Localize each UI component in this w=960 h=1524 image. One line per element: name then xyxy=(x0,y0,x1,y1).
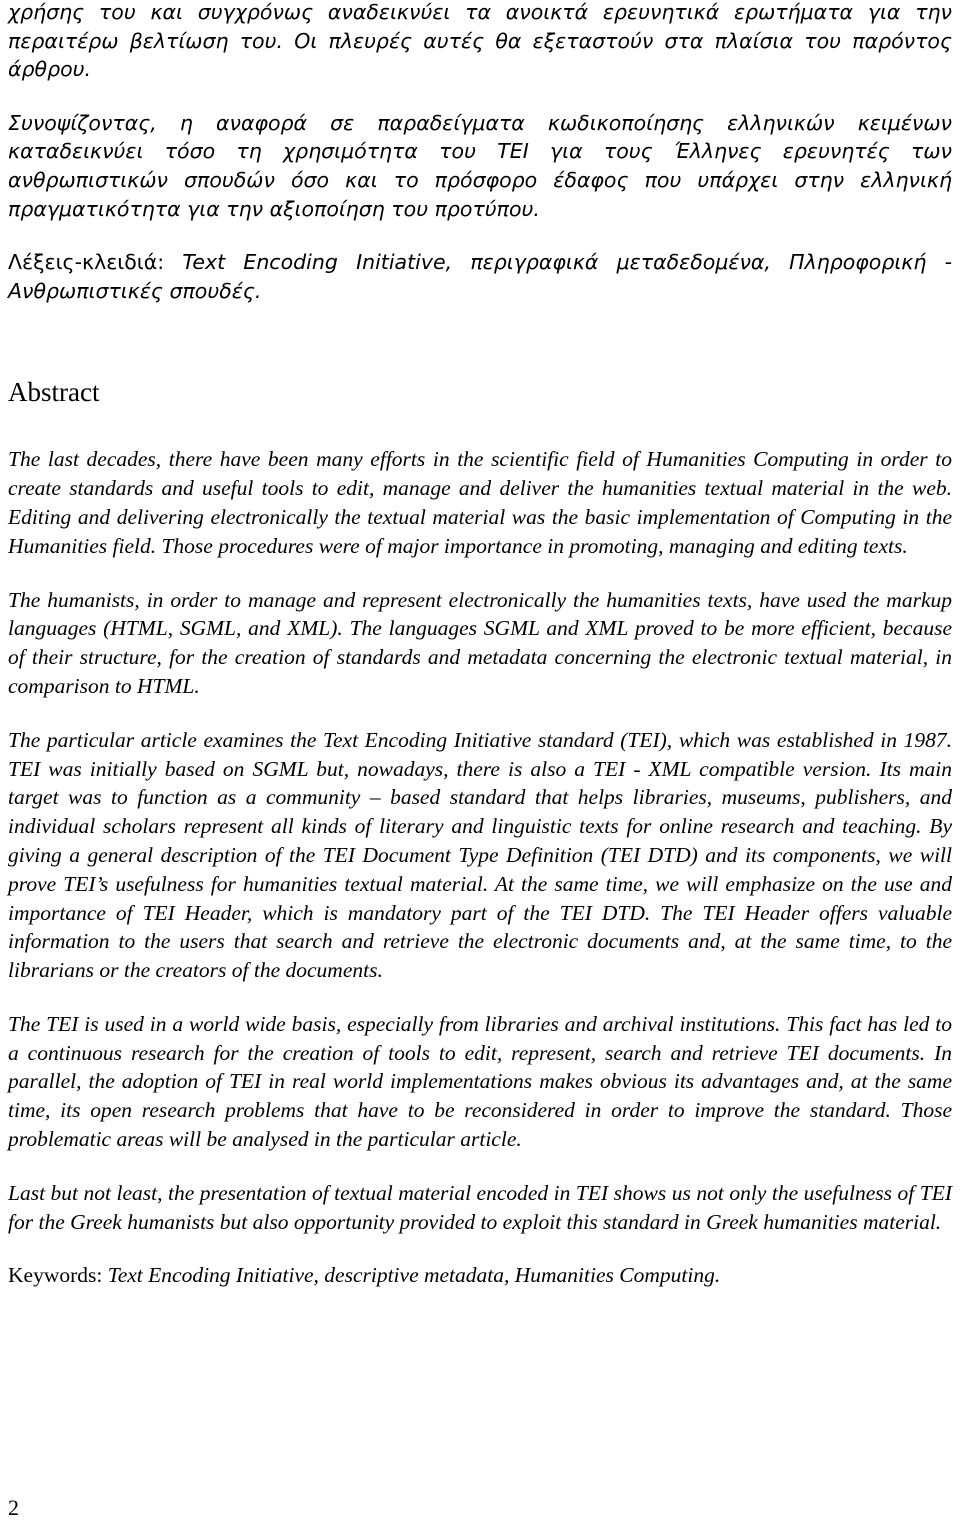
greek-keywords-label: Λέξεις-κλειδιά: xyxy=(8,250,165,275)
greek-continuation-paragraph: χρήσης του και συγχρόνως αναδεικνύει τα ανοικτά ερευνητικά ερωτήματα για την περαιτέρω βελτίωση του. Οι πλευρές αυτές θα εξεταστούν στα πλαίσια του παρόντος άρθρου. xyxy=(8,0,952,82)
greek-keywords xyxy=(8,248,952,305)
document-page xyxy=(8,0,952,1524)
english-keywords xyxy=(8,1261,952,1290)
abstract-paragraph: The particular article examines the Text Encoding Initiative standard (TEI), which was established in 1987. TEI was initially based on SGML but, nowadays, there is also a TEI - XML compatible version. Its main target was to function as a community – based standard that helps libraries, museums, publishers, and individual scholars represent all kinds of literary and linguistic texts for online research and teaching. By giving a general description of the TEI Document Type Definition (TEI DTD) and its components, we will prove TEI’s usefulness for humanities textual material. At the same time, we will emphasize on the use and importance of TEI Header, which is mandatory part of the TEI DTD. The TEI Header offers valuable information to the users that search and retrieve the electronic documents and, at the same time, to the librarians or the creators of the documents. xyxy=(8,727,952,983)
english-keywords-label: Keywords: xyxy=(8,1263,103,1288)
page-number: 2 xyxy=(8,1495,19,1520)
english-keywords-text: Text Encoding Initiative, descriptive metadata, Humanities Computing. xyxy=(107,1263,721,1288)
greek-summary-paragraph: Συνοψίζοντας, η αναφορά σε παραδείγματα κωδικοποίησης ελληνικών κειμένων καταδεικνύει τόσο τη χρησιμότητα του TEI για τους Έλληνες ερευνητές των ανθρωπιστικών σπουδών όσο και το πρόσφορο έδαφος που υπάρχει στην ελληνική πραγματικότητα για την αξιοποίηση του προτύπου. xyxy=(8,110,952,221)
abstract-paragraph: The last decades, there have been many efforts in the scientific field of Humanities Computing in order to create standards and useful tools to edit, manage and deliver the humanities textual material in the web. Editing and delivering electronically the textual material was the basic implementation of Computing in the Humanities field. Those procedures were of major importance in promoting, managing and editing texts. xyxy=(8,447,952,558)
greek-keywords-text: Text Encoding Initiative, περιγραφικά μεταδεδομένα, Πληροφορική - Ανθρωπιστικές σπουδές. xyxy=(8,250,952,303)
abstract-heading: Abstract xyxy=(8,377,100,408)
abstract-paragraph: The humanists, in order to manage and represent electronically the humanities texts, have used the markup languages (HTML, SGML, and XML). The languages SGML and XML proved to be more efficient, because of their structure, for the creation of standards and metadata concerning the electronic textual material, in comparison to HTML. xyxy=(8,587,952,698)
abstract-paragraph: The TEI is used in a world wide basis, especially from libraries and archival institutions. This fact has led to a continuous research for the creation of tools to edit, represent, search and retrieve TEI documents. In parallel, the adoption of TEI in real world implementations makes obvious its advantages and, at the same time, its open research problems that have to be reconsidered in order to improve the standard. Those problematic areas will be analysed in the particular article. xyxy=(8,1011,952,1152)
abstract-paragraph: Last but not least, the presentation of textual material encoded in TEI shows us not only the usefulness of TEI for the Greek humanists but also opportunity provided to exploit this standard in Greek humanities material. xyxy=(8,1180,952,1234)
